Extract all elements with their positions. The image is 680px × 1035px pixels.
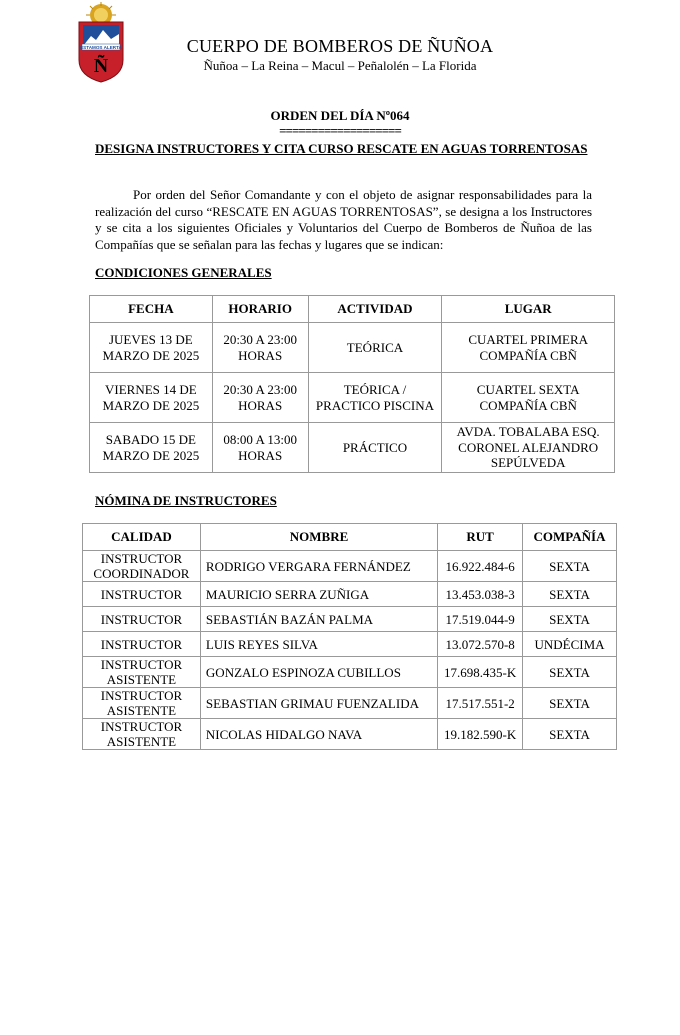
order-intro-paragraph: Por orden del Señor Comandante y con el objeto de asignar responsabilidades para la realización del curso “RESCATE EN AGUAS TORRENTOSAS”, se designa a los Instructores y se cita a los siguientes Oficiales y Voluntarios del Cuerpo de Bomberos de Ñuñoa de las Compañías que se señalan para las fechas y lugares que se indican: [95,187,592,252]
crest-letter: Ñ [93,55,109,77]
column-header: RUT [438,524,523,551]
table-row [90,323,615,373]
name-cell: SEBASTIÁN BAZÁN PALMA [200,607,437,632]
column-header: HORARIO [212,296,308,323]
activity-cell: PRÁCTICO [308,423,442,473]
table-row [90,423,615,473]
schedule-cell: 20:30 A 23:00 HORAS [212,373,308,423]
company-cell: UNDÉCIMA [523,632,617,657]
table-header-row [90,296,615,323]
company-cell: SEXTA [523,657,617,688]
crest-motto: ESTAMOS ALERTA [80,44,122,50]
schedule-cell: 20:30 A 23:00 HORAS [212,323,308,373]
schedule-cell: 08:00 A 13:00 HORAS [212,423,308,473]
column-header: COMPAÑÍA [523,524,617,551]
table-row [83,719,617,750]
rut-cell: 19.182.590-K [438,719,523,750]
conditions-table [89,295,615,473]
table-row [83,607,617,632]
date-cell: SABADO 15 DE MARZO DE 2025 [90,423,213,473]
rut-cell: 17.519.044-9 [438,607,523,632]
table-row [83,632,617,657]
table-header-row [83,524,617,551]
rut-cell: 16.922.484-6 [438,551,523,582]
fire-department-crest [76,2,126,84]
company-cell: SEXTA [523,688,617,719]
location-cell: CUARTEL SEXTA COMPAÑÍA CBÑ [442,373,615,423]
location-cell: AVDA. TOBALABA ESQ. CORONEL ALEJANDRO SEPÚLVEDA [442,423,615,473]
table-row [90,373,615,423]
table-row [83,582,617,607]
name-cell: NICOLAS HIDALGO NAVA [200,719,437,750]
rut-cell: 17.517.551-2 [438,688,523,719]
conditions-heading: CONDICIONES GENERALES [95,265,272,280]
role-cell: INSTRUCTOR [83,607,201,632]
rut-cell: 13.072.570-8 [438,632,523,657]
order-title-rule: =================== [279,123,401,138]
role-cell: INSTRUCTOR ASISTENTE [83,719,201,750]
role-cell: INSTRUCTOR [83,582,201,607]
name-cell: GONZALO ESPINOZA CUBILLOS [200,657,437,688]
role-cell: INSTRUCTOR [83,632,201,657]
name-cell: LUIS REYES SILVA [200,632,437,657]
instructors-heading: NÓMINA DE INSTRUCTORES [95,493,277,508]
company-cell: SEXTA [523,551,617,582]
company-cell: SEXTA [523,719,617,750]
date-cell: VIERNES 14 DE MARZO DE 2025 [90,373,213,423]
order-title: ORDEN DEL DÍA Nº064 [270,108,410,123]
column-header: FECHA [90,296,213,323]
column-header: ACTIVIDAD [308,296,442,323]
activity-cell: TEÓRICA [308,323,442,373]
name-cell: MAURICIO SERRA ZUÑIGA [200,582,437,607]
role-cell: INSTRUCTOR ASISTENTE [83,657,201,688]
organization-communes: Ñuñoa – La Reina – Macul – Peñalolén – La Florida [203,58,477,73]
date-cell: JUEVES 13 DE MARZO DE 2025 [90,323,213,373]
table-row [83,551,617,582]
column-header: LUGAR [442,296,615,323]
company-cell: SEXTA [523,607,617,632]
organization-name: CUERPO DE BOMBEROS DE ÑUÑOA [186,36,494,56]
name-cell: RODRIGO VERGARA FERNÁNDEZ [200,551,437,582]
role-cell: INSTRUCTOR COORDINADOR [83,551,201,582]
column-header: NOMBRE [200,524,437,551]
column-header: CALIDAD [83,524,201,551]
rut-cell: 17.698.435-K [438,657,523,688]
table-row [83,688,617,719]
company-cell: SEXTA [523,582,617,607]
rut-cell: 13.453.038-3 [438,582,523,607]
name-cell: SEBASTIAN GRIMAU FUENZALIDA [200,688,437,719]
table-row [83,657,617,688]
order-subject: DESIGNA INSTRUCTORES Y CITA CURSO RESCATE EN AGUAS TORRENTOSAS [95,141,588,156]
location-cell: CUARTEL PRIMERA COMPAÑÍA CBÑ [442,323,615,373]
activity-cell: TEÓRICA / PRACTICO PISCINA [308,373,442,423]
instructors-table [82,523,617,750]
role-cell: INSTRUCTOR ASISTENTE [83,688,201,719]
